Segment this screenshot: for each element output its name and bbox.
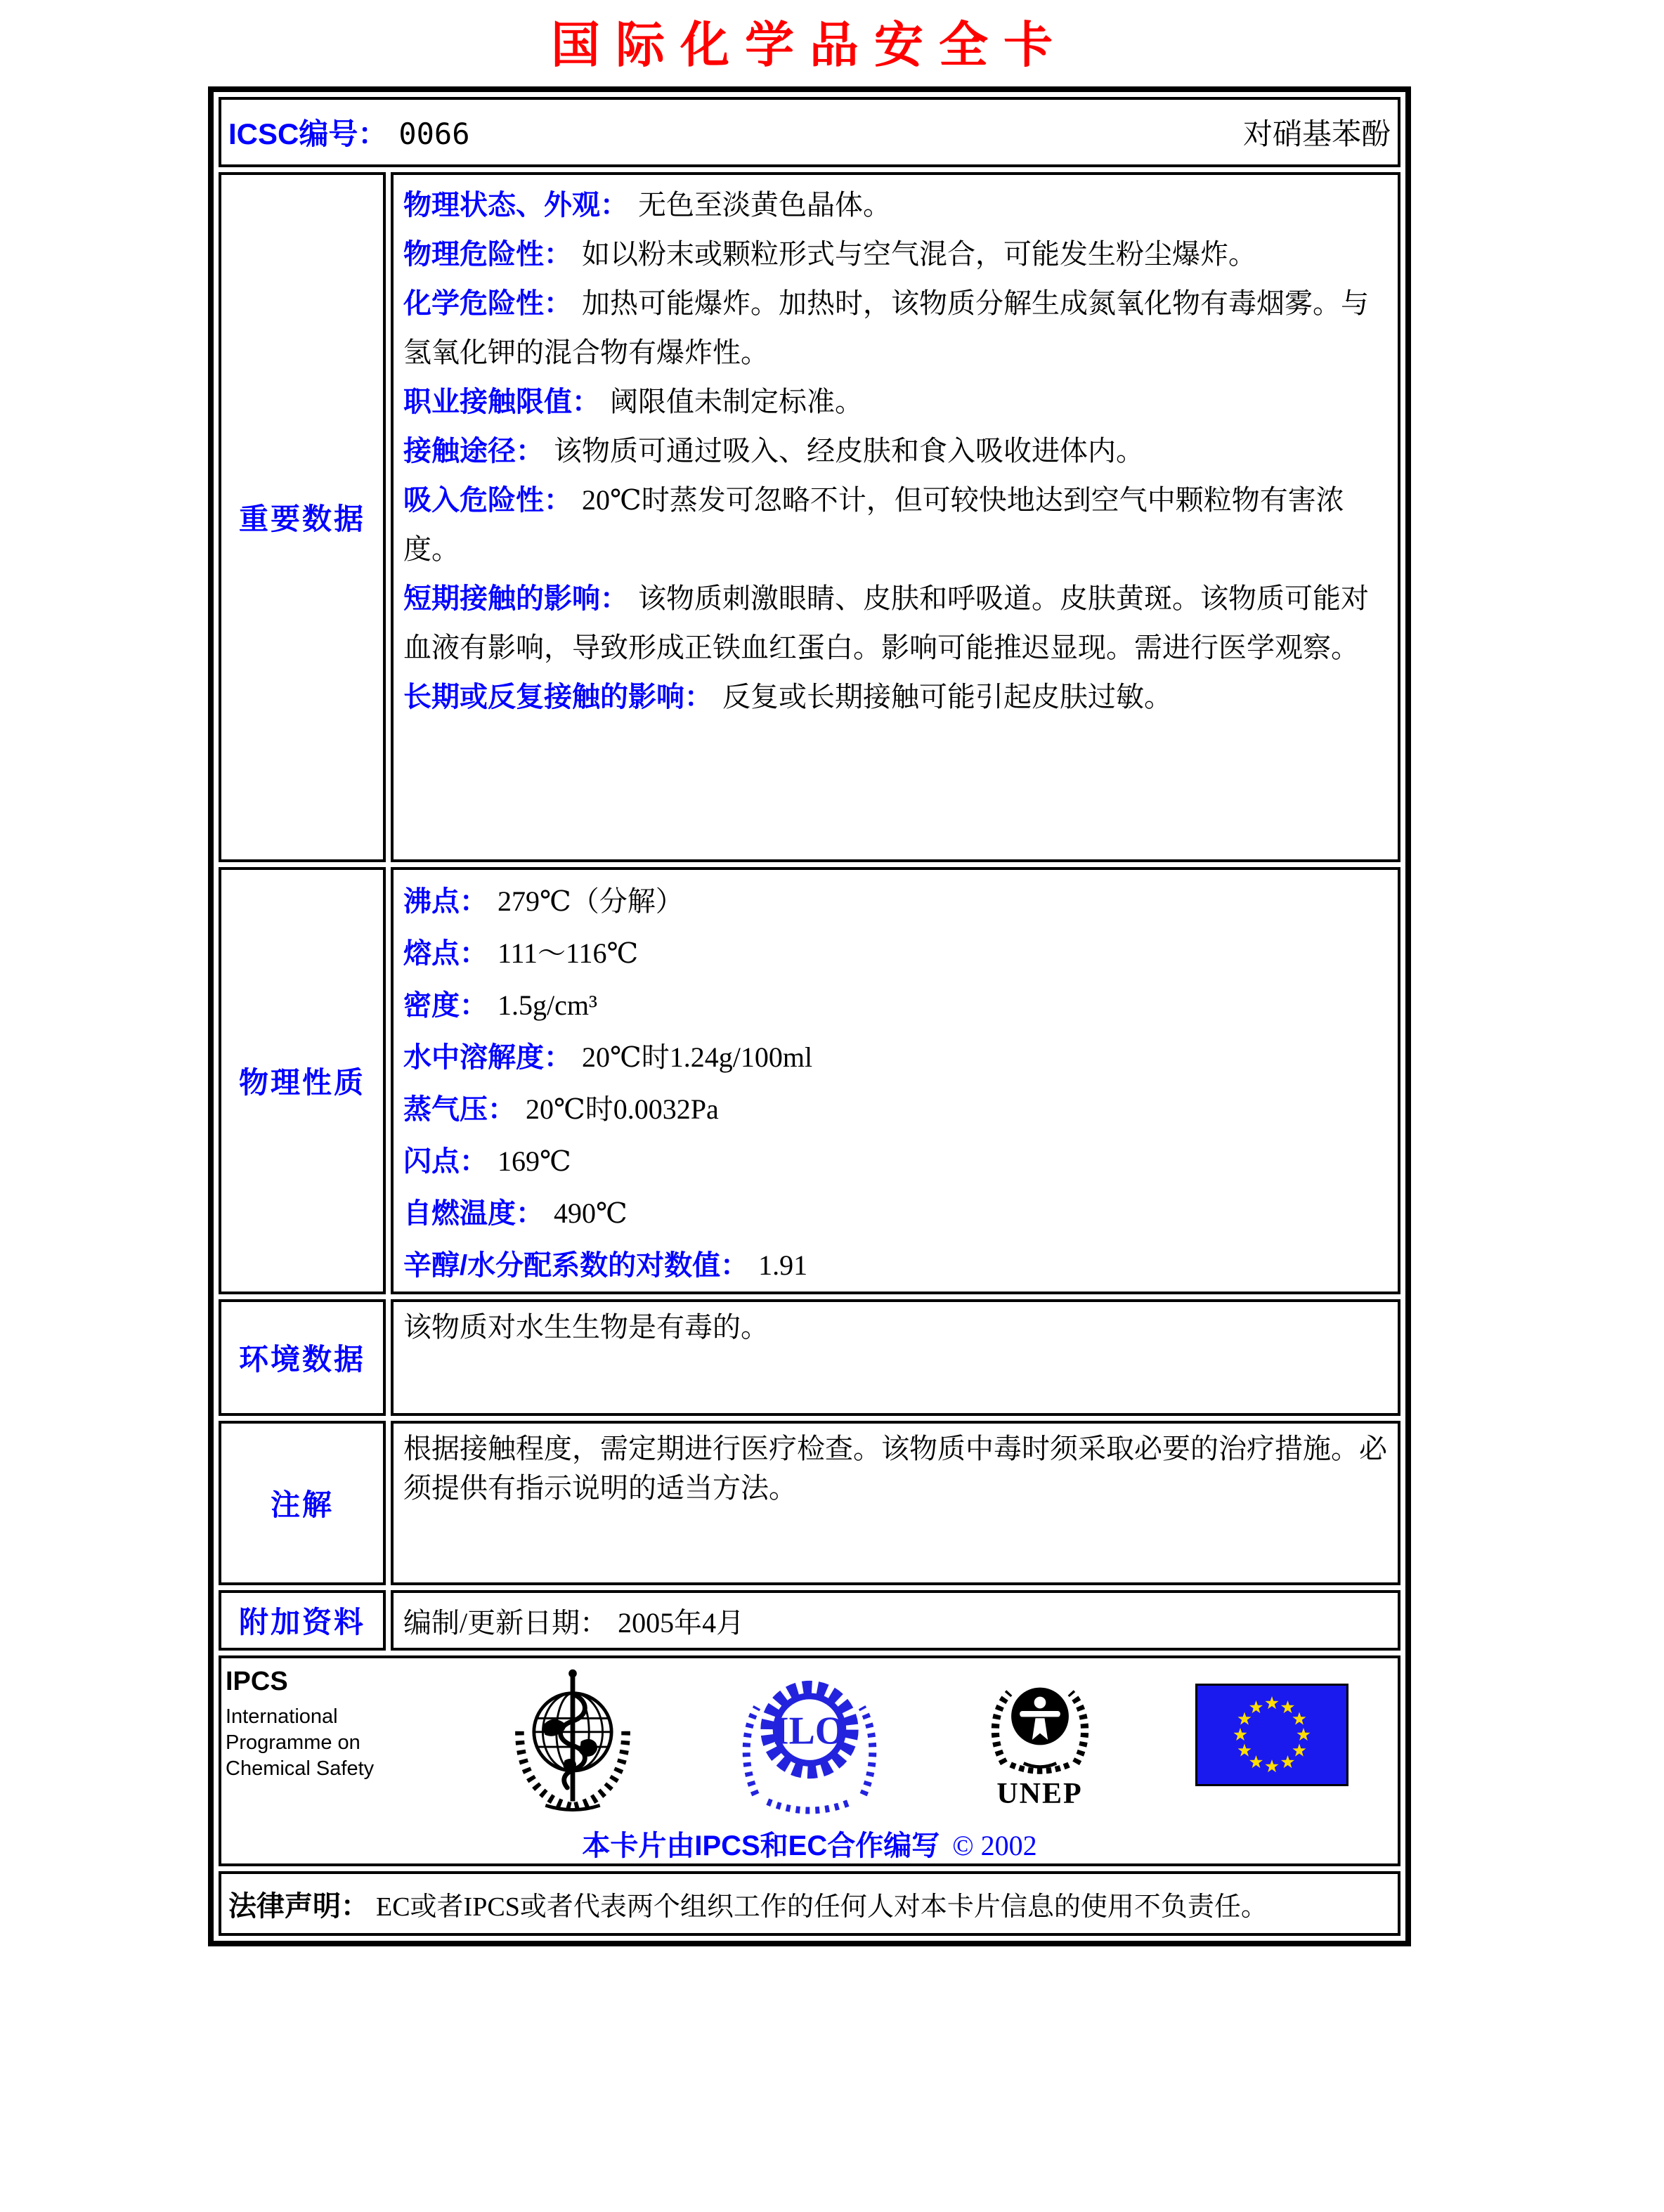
field-value: 169℃ — [498, 1145, 571, 1177]
field-label: 熔点： — [403, 938, 488, 969]
field-label: 长期或反复接触的影响： — [403, 682, 713, 713]
field-value: 加热可能爆炸。加热时，该物质分解生成氮氧化物有毒烟雾。与氢氧化钾的混合物有爆炸性。 — [403, 287, 1369, 368]
field-value: 反复或长期接触可能引起皮肤过敏。 — [722, 681, 1172, 713]
page-title: 国际化学品安全卡 — [551, 19, 1068, 73]
data-line — [403, 1084, 1388, 1136]
additional-info-section-label: 附加资料 — [219, 1590, 386, 1651]
icsc-number-value: 0066 — [398, 117, 470, 151]
physical-properties-list — [403, 876, 1388, 1292]
environmental-data-row — [219, 1299, 1400, 1416]
ipcs-line-2: Programme on — [226, 1731, 360, 1754]
important-data-list — [403, 181, 1388, 722]
legal-text: EC或者IPCS或者代表两个组织工作的任何人对本卡片信息的使用不负责任。 — [376, 1892, 1268, 1922]
unep-emblem-icon — [978, 1665, 1102, 1780]
physical-properties-section-label: 物理性质 — [219, 867, 386, 1294]
additional-info-row — [219, 1590, 1400, 1651]
field-label: 密度： — [403, 990, 488, 1021]
field-label: 吸入危险性： — [403, 485, 572, 516]
notes-section-label: 注解 — [219, 1421, 386, 1585]
field-value: 如以粉末或颗粒形式与空气混合，可能发生粉尘爆炸。 — [582, 238, 1256, 270]
data-line — [403, 279, 1388, 377]
field-value: 1.91 — [758, 1249, 808, 1281]
legal-label: 法律声明： — [228, 1890, 369, 1922]
field-value: 20℃时0.0032Pa — [526, 1093, 719, 1125]
data-line — [403, 928, 1388, 980]
field-label: 辛醇/水分配系数的对数值： — [403, 1250, 749, 1281]
header-cell — [221, 111, 1398, 153]
field-value: 无色至淡黄色晶体。 — [638, 189, 891, 221]
field-label: 水中溶解度： — [403, 1042, 572, 1073]
field-value: 20℃时蒸发可忽略不计，但可较快地达到空气中颗粒物有害浓度。 — [403, 484, 1344, 565]
field-label: 沸点： — [403, 886, 488, 917]
important-data-section-label: 重要数据 — [219, 172, 386, 862]
data-line — [403, 1136, 1388, 1188]
legal-row — [219, 1871, 1400, 1936]
update-date-label: 编制/更新日期： — [403, 1607, 609, 1639]
data-line — [403, 672, 1388, 722]
icsc-number-group — [228, 111, 470, 153]
data-line — [403, 574, 1388, 672]
field-value: 490℃ — [554, 1197, 628, 1229]
icsc-card-table — [208, 86, 1411, 1946]
ilo-emblem-icon — [735, 1665, 884, 1819]
who-emblem-icon — [504, 1665, 642, 1815]
field-label: 职业接触限值： — [403, 386, 600, 417]
additional-info-content — [391, 1590, 1400, 1651]
field-label: 物理状态、外观： — [403, 190, 628, 221]
unep-emblem-block — [978, 1665, 1102, 1811]
credit-year: © 2002 — [952, 1830, 1037, 1861]
field-value: 该物质可通过吸入、经皮肤和食入吸收进体内。 — [554, 435, 1144, 467]
data-line — [403, 476, 1388, 574]
logos-strip — [221, 1658, 1398, 1819]
important-data-row — [219, 172, 1400, 862]
svg-text:ILO: ILO — [773, 1709, 846, 1753]
eu-flag-icon — [1195, 1684, 1348, 1786]
ipcs-name: IPCS — [226, 1667, 288, 1696]
unep-label: UNEP — [996, 1778, 1083, 1810]
field-label: 物理危险性： — [403, 239, 572, 270]
data-line — [403, 377, 1388, 427]
field-label: 短期接触的影响： — [403, 583, 628, 614]
header-row — [219, 97, 1400, 167]
field-value: 20℃时1.24g/100ml — [582, 1041, 813, 1073]
data-line — [403, 230, 1388, 279]
icsc-number-label: ICSC编号： — [228, 117, 388, 150]
environmental-data-section-label: 环境数据 — [219, 1299, 386, 1416]
credit-line — [221, 1823, 1398, 1863]
field-value: 111～116℃ — [498, 937, 639, 969]
field-value: 阈限值未制定标准。 — [610, 386, 863, 417]
data-line — [403, 980, 1388, 1032]
ipcs-line-1: International — [226, 1705, 338, 1728]
field-label: 接触途径： — [403, 436, 544, 467]
data-line — [403, 1188, 1388, 1240]
physical-properties-row — [219, 867, 1400, 1294]
logos-row — [219, 1655, 1400, 1866]
data-line — [403, 876, 1388, 928]
update-date-value: 2005年4月 — [618, 1607, 745, 1639]
data-line — [403, 1240, 1388, 1292]
field-value: 1.5g/cm³ — [498, 989, 597, 1021]
environmental-data-content: 该物质对水生生物是有毒的。 — [391, 1299, 1400, 1416]
field-value: 该物质刺激眼睛、皮肤和呼吸道。皮肤黄斑。该物质可能对血液有影响，导致形成正铁血红蛋白。影响可能推迟显现。需进行医学观察。 — [403, 583, 1369, 663]
data-line — [403, 427, 1388, 476]
field-label: 化学危险性： — [403, 288, 572, 319]
physical-properties-content — [391, 867, 1400, 1294]
field-label: 闪点： — [403, 1146, 488, 1177]
ipcs-text-block — [226, 1665, 410, 1782]
important-data-content — [391, 172, 1400, 862]
data-line — [403, 1032, 1388, 1084]
notes-content: 根据接触程度，需定期进行医疗检查。该物质中毒时须采取必要的治疗措施。必须提供有指示说明的适当方法。 — [391, 1421, 1400, 1585]
data-line — [403, 181, 1388, 230]
notes-row — [219, 1421, 1400, 1585]
field-label: 蒸气压： — [403, 1094, 516, 1125]
ipcs-line-3: Chemical Safety — [226, 1757, 375, 1780]
field-label: 自燃温度： — [403, 1198, 544, 1229]
credit-text: 本卡片由IPCS和EC合作编写 — [582, 1830, 940, 1861]
field-value: 279℃（分解） — [498, 885, 684, 917]
legal-cell — [221, 1884, 1398, 1924]
chemical-name: 对硝基苯酚 — [1242, 119, 1391, 151]
